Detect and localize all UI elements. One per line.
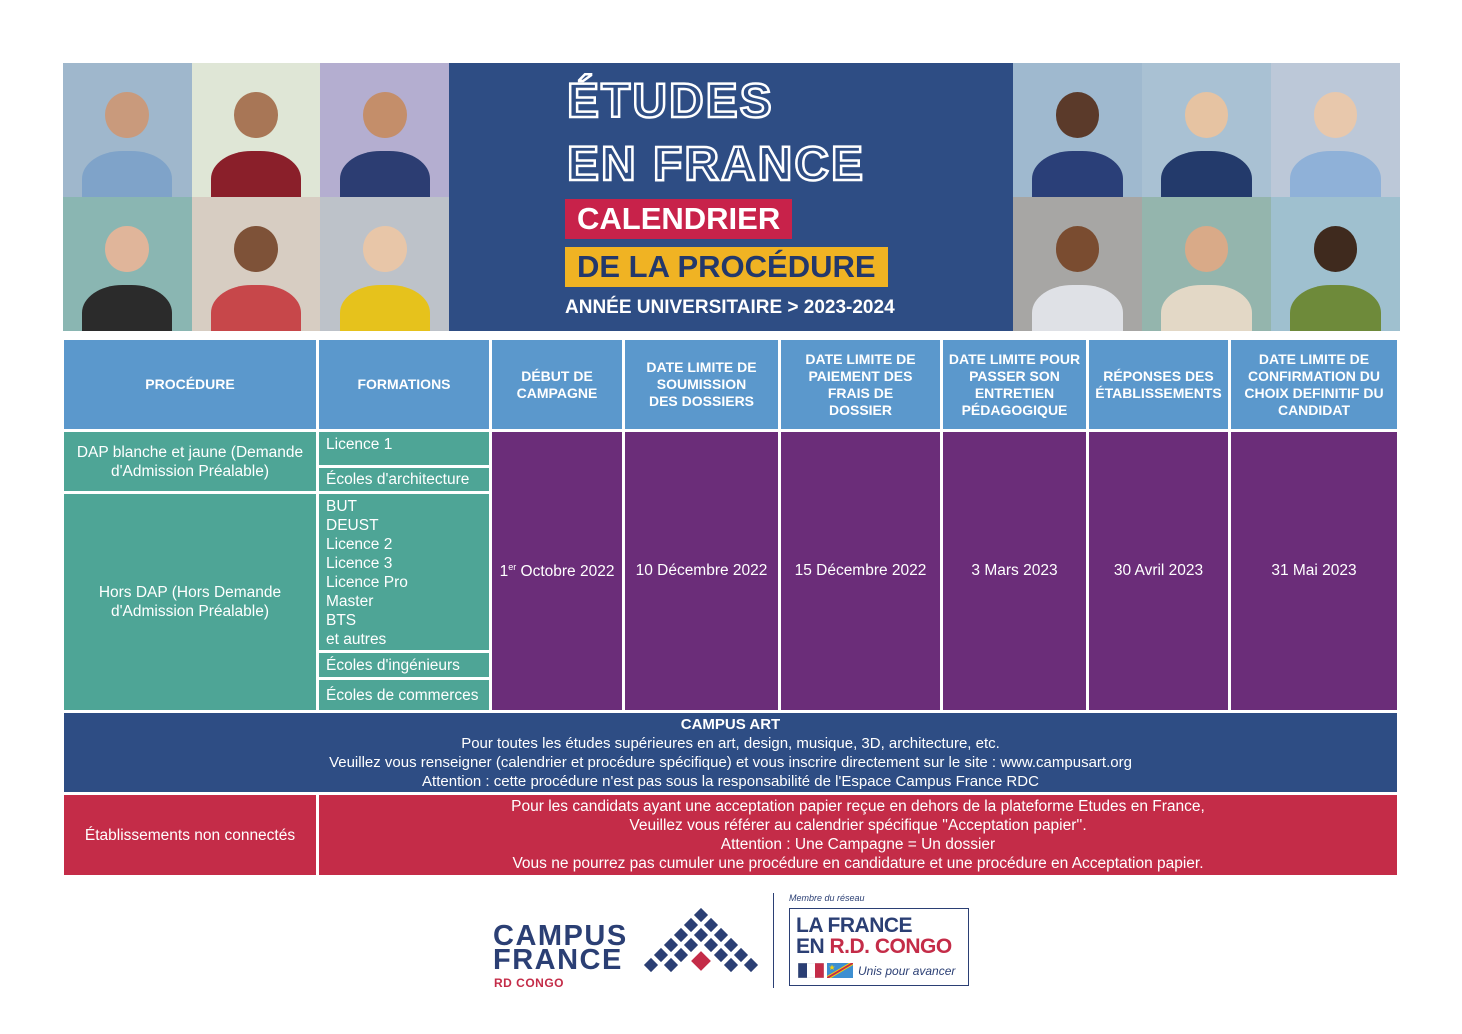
header-procedure-label: PROCÉDURE: [145, 376, 235, 392]
date-entretien-value: 3 Mars 2023: [971, 562, 1058, 579]
non-connectes-line: Veuillez vous référer au calendrier spécifique ''Acceptation papier''.: [629, 817, 1087, 834]
date-debut-rest: Octobre 2022: [516, 562, 615, 580]
student-photo-grid-right: [1013, 63, 1400, 331]
rd-congo-label: R.D. CONGO: [829, 935, 952, 958]
student-photo: [192, 197, 321, 331]
student-photo: [1271, 197, 1400, 331]
list-item: BUT: [326, 498, 357, 515]
date-confirmation: [1231, 432, 1397, 710]
header-entretien: [943, 340, 1086, 429]
campus-art-line: Pour toutes les études supérieures en art, design, musique, 3D, architecture, etc.: [461, 734, 1000, 752]
list-item: DEUST: [326, 517, 379, 534]
student-photo: [320, 63, 449, 197]
formation-ecoles-architecture: [319, 468, 489, 491]
en-prefix: EN: [796, 935, 830, 958]
header-soumission: [625, 340, 778, 429]
date-debut-campagne: [492, 432, 622, 710]
formation-list: [319, 494, 489, 650]
non-connectes-label-cell: [64, 795, 316, 875]
list-item: Licence 2: [326, 536, 393, 553]
formation-ecoles-ingenieurs: [319, 653, 489, 677]
en-rdc-label: [796, 936, 952, 957]
date-entretien: [943, 432, 1086, 710]
header-entretien-label: DATE LIMITE POUR PASSER SON ENTRETIEN PÉDAGOGIQUE: [948, 350, 1081, 418]
formation-list-items: [326, 497, 408, 649]
formation-ecoles-architecture-label: Écoles d'architecture: [326, 471, 470, 488]
header-debut-label: DÉBUT DE CAMPAGNE: [516, 367, 598, 401]
header-confirmation: [1231, 340, 1397, 429]
list-item: et autres: [326, 631, 387, 648]
campus-art-line: Attention : cette procédure n'est pas sous la responsabilité de l'Espace Campus France RDC: [422, 772, 1039, 790]
france-flag-icon: [798, 963, 824, 978]
header-debut-campagne: [492, 340, 622, 429]
la-france-label: LA FRANCE: [796, 914, 913, 937]
title-en-france: EN FRANCE: [567, 138, 866, 191]
student-photo: [1271, 63, 1400, 197]
list-item: Master: [326, 593, 374, 610]
date-reponses-value: 30 Avril 2023: [1113, 562, 1204, 579]
header-paiement: [781, 340, 940, 429]
campus-france-country: RD CONGO: [494, 976, 564, 990]
formation-ecoles-commerces: [319, 680, 489, 710]
header-procedure: [64, 340, 316, 429]
date-debut-value: [500, 562, 615, 581]
student-photo: [192, 63, 321, 197]
student-photo: [1142, 63, 1271, 197]
drc-flag-icon: [827, 963, 853, 978]
date-paiement: [781, 432, 940, 710]
non-connectes-line: Pour les candidats ayant une acceptation papier reçue en dehors de la plateforme Etudes en France,: [511, 798, 1205, 815]
logo-divider: [773, 893, 774, 988]
student-photo: [63, 63, 192, 197]
formation-ecoles-commerces-label: Écoles de commerces: [326, 686, 479, 704]
non-connectes-line: Vous ne pourrez pas cumuler une procédure en candidature et une procédure en Acceptation papier.: [512, 855, 1204, 872]
student-photo: [1013, 63, 1142, 197]
header-banner: [63, 63, 1400, 331]
header-reponses-label: RÉPONSES DES ÉTABLISSEMENTS: [1095, 367, 1222, 401]
procedure-dap-label: DAP blanche et jaune (Demande d'Admission Préalable): [76, 443, 304, 480]
formation-licence-1-label: Licence 1: [326, 436, 393, 453]
formation-licence-1: [319, 432, 489, 465]
list-item: Licence Pro: [326, 574, 408, 591]
calendar-label: CALENDRIER: [565, 199, 792, 239]
non-connectes-label: Établissements non connectés: [84, 826, 296, 844]
date-debut-ordinal: er: [508, 561, 517, 572]
student-photo: [1142, 197, 1271, 331]
header-formations-label: FORMATIONS: [357, 376, 451, 392]
student-photo: [1013, 197, 1142, 331]
title-block: [449, 63, 1013, 331]
date-soumission-value: 10 Décembre 2022: [635, 562, 768, 579]
date-reponses: [1089, 432, 1228, 710]
student-photo: [63, 197, 192, 331]
network-member-label: Membre du réseau: [789, 893, 865, 903]
procedure-label: DE LA PROCÉDURE: [565, 247, 888, 287]
procedure-dap: [64, 432, 316, 491]
header-reponses: [1089, 340, 1228, 429]
campus-art-row: [64, 713, 1397, 792]
non-connectes-info-cell: [319, 795, 1397, 875]
header-formations: [319, 340, 489, 429]
student-photo: [320, 197, 449, 331]
campus-france-line1: CAMPUS: [493, 920, 628, 952]
formation-ecoles-ingenieurs-label: Écoles d'ingénieurs: [326, 656, 460, 674]
slogan: Unis pour avancer: [858, 964, 956, 978]
date-confirmation-value: 31 Mai 2023: [1271, 562, 1357, 579]
academic-year: ANNÉE UNIVERSITAIRE > 2023-2024: [565, 297, 895, 318]
header-paiement-label: DATE LIMITE DE PAIEMENT DES FRAIS DE DOSSIER: [805, 350, 916, 418]
la-france-en-rdc-logo: [789, 908, 969, 986]
date-debut-day: 1: [499, 562, 509, 580]
header-confirmation-label: DATE LIMITE DE CONFIRMATION DU CHOIX DEFINITIF DU CANDIDAT: [1244, 350, 1384, 418]
campus-france-line2: FRANCE: [493, 944, 623, 976]
date-paiement-value: 15 Décembre 2022: [794, 562, 927, 579]
campus-art-line: Veuillez vous renseigner (calendrier et procédure spécifique) et vous inscrire directement sur le site : www.campusart.org: [329, 753, 1132, 771]
title-etudes: ÉTUDES: [567, 75, 774, 128]
non-connectes-line: Attention : Une Campagne = Un dossier: [720, 836, 996, 853]
procedure-hors-dap: [64, 494, 316, 710]
procedure-hors-dap-label: Hors DAP (Hors Demande d'Admission Préalable): [98, 584, 282, 620]
list-item: BTS: [326, 612, 357, 629]
campus-art-title: CAMPUS ART: [680, 715, 781, 733]
date-soumission: [625, 432, 778, 710]
list-item: Licence 3: [326, 555, 393, 572]
student-photo-grid-left: [63, 63, 449, 331]
diamond-pattern-icon: [640, 908, 764, 980]
header-soumission-label: DATE LIMITE DE SOUMISSION DES DOSSIERS: [646, 359, 757, 409]
